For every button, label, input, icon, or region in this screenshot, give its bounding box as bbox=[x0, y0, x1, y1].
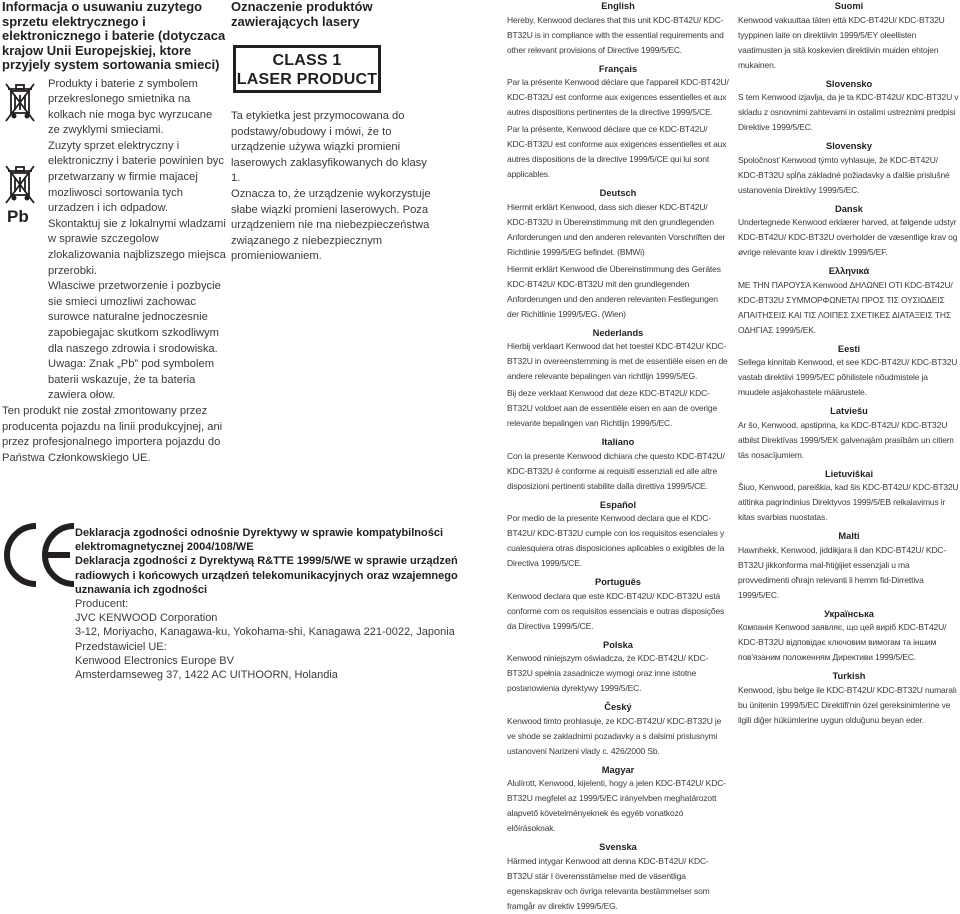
language-heading: Slovensky bbox=[826, 141, 872, 151]
language-heading: Turkish bbox=[832, 671, 866, 681]
language-declaration-text: Kenwood niniejszym oświadcza, że KDC-BT42U/ KDC-BT32U spełnia zasadnicze wymogi oraz inne istotne postanowienia dyrektywy 1999/5/EC. bbox=[507, 653, 709, 693]
language-declaration-text: Con la presente Kenwood dichiara che questo KDC-BT42U/ KDC-BT32U è conforme ai requisiti essenziali ed alle altre disposizioni pertinenti stabilite dalla direttiva 1999/5/CE. bbox=[507, 450, 725, 491]
producer-name: JVC KENWOOD Corporation bbox=[75, 612, 218, 625]
language-declaration-text: Par la présente Kenwood déclare que l'appareil KDC-BT42U/ KDC-BT32U est conforme aux exigences essentielles et aux autres dispositions pertinentes de la directive 1999/5/CE. bbox=[507, 77, 729, 117]
laser-label-line2: LASER PRODUCT bbox=[236, 71, 378, 88]
disposal-para-2: Zuzyty sprzet elektryczny i elektroniczny i baterie powinien byc przetwarzany w firmie majacej mozliwosci sortowania tych urzadzen i ich odpadow. bbox=[48, 139, 224, 215]
declaration-emc: Deklaracja zgodności odnośnie Dyrektywy w sprawie kompatybilności elektromagnetycznej 2004/108/WE bbox=[75, 527, 444, 554]
language-declaration-text: Undertegnede Kenwood erklærer harved, at følgende udstyr KDC-BT42U/ KDC-BT32U overholder de væsentlige krav og øvrige relevante krav i direktiv 1999/5/EF. bbox=[738, 217, 958, 257]
language-heading: Český bbox=[604, 702, 632, 712]
language-declaration-text: Por medio de la presente Kenwood declara que el KDC-BT42U/ KDC-BT32U cumple con los requisitos esenciales y cualesquiera otras disposiciones aplicables o exigibles de la Directiva 1999/5/CE. bbox=[507, 513, 725, 568]
disposal-section bbox=[2, 0, 227, 404]
laser-section bbox=[231, 0, 431, 265]
laser-para-1: Ta etykietka jest przymocowana do podstawy/obudowy i mówi, że to urządzenie używa wiązki promieni laserowych zaklasyfikowanych do klasy 1. bbox=[231, 110, 427, 185]
language-declaration-text: Spoločnosť Kenwood týmto vyhlasuje, že KDC-BT42U/ KDC-BT32U spĺňa základné požiadavky a ďalšie prislušné ustanovenia Direktívy 1999/5/EC. bbox=[738, 154, 950, 195]
disposal-row-bin bbox=[2, 77, 227, 139]
eu-rep-name: Kenwood Electronics Europe BV bbox=[75, 654, 234, 667]
language-declaration-text: Kenwood timto prohlasuje, ze KDC-BT42U/ KDC-BT32U je ve shode se zakladnimi pozadavky a s dalsimi prislusnymi ustanoveni Narizeni vlady c. 426/2000 Sb. bbox=[507, 715, 722, 756]
language-heading: Português bbox=[595, 577, 641, 587]
disposal-title: Informacja o usuwaniu zuzytego sprzetu elektrycznego i elektronicznego i baterie (dotyczaca krajow Unii Europejskiej, ktore przyjely system sortowania smieci) bbox=[2, 0, 226, 72]
language-declaration-text: Компанія Kenwood заявляє, що цей виріб KDC-BT42U/ KDC-BT32U відповідає ключовим вимогам та іншим пов'язаним положенням Директиви 1999/5/EC. bbox=[738, 622, 947, 662]
producer-address: 3-12, Moriyacho, Kanagawa-ku, Yokohama-shi, Kanagawa 221-0022, Japonia bbox=[75, 626, 455, 639]
laser-para-2: Oznacza to, że urządzenie wykorzystuje słabe wiązki promieni laserowych. Poza urządzeniem nie ma niebezpieczeństwa związanego z niebezpiecznym promieniowaniem. bbox=[231, 187, 431, 263]
language-heading: Deutsch bbox=[599, 188, 637, 198]
crossed-bin-icon-battery bbox=[2, 163, 38, 212]
language-heading: Italiano bbox=[601, 437, 635, 447]
language-heading: Nederlands bbox=[592, 327, 644, 338]
language-heading: Polska bbox=[603, 639, 633, 650]
language-declaration-text: Hiermit erklärt Kenwood, dass sich dieser KDC-BT42U/ KDC-BT32U in Übereinstimmung mit den grundlegenden Anforderungen und den anderen relevanten Vorschriften der Richtlinie 1999/5/EG befindet. (BMWi) bbox=[507, 201, 726, 257]
laser-title: Oznaczenie produktów zawierających lasery bbox=[231, 0, 373, 29]
language-heading: Malti bbox=[838, 531, 860, 541]
eu-rep-address: Amsterdamseweg 37, 1422 AC UITHOORN, Holandia bbox=[75, 669, 338, 682]
languages-column-1 bbox=[507, 0, 729, 914]
language-heading: Ελληνικά bbox=[828, 266, 870, 276]
pb-symbol-label: Pb bbox=[7, 206, 29, 226]
language-declaration-text: Hereby, Kenwood declares that this unit KDC-BT42U/ KDC-BT32U is in compliance with the essential requirements and other relevant provisions of Directive 1999/5/EC. bbox=[507, 14, 724, 55]
language-declaration-text: Ar šo, Kenwood, apstiprina, ka KDC-BT42U/ KDC-BT32U atbilst Direktīvas 1999/5/EK galvenajām prasībām un citiem tās nosacījumiem. bbox=[738, 419, 954, 460]
eu-rep-label: Przedstawiciel UE: bbox=[75, 640, 167, 653]
language-declaration-text: Kenwood, işbu belge ile KDC-BT42U/ KDC-BT32U numaralı bu ünitenin 1999/5/EC Direktifi'nin özel gereksinimlerine ve ilgili diğer hükümlerine uygun olduğunu beyan eder. bbox=[738, 684, 957, 725]
language-declaration-text: Šiuo, Kenwood, pareiškia, kad šis KDC-BT42U/ KDC-BT32U atitinka pagrindinius Direktyvos 1999/5/EB reikalavimus ir kitas svarbias nuostatas. bbox=[738, 482, 959, 522]
language-heading: Magyar bbox=[601, 764, 635, 775]
language-heading: English bbox=[601, 1, 635, 11]
language-declaration-text: S tem Kenwood izjavlja, da je ta KDC-BT42U/ KDC-BT32U v skladu z osnovnimi zahtevami in ostalimi ustreznimi predpisi Direktive 1999/5/EC. bbox=[738, 92, 959, 132]
language-heading: Українська bbox=[824, 608, 874, 619]
language-declaration-text: Hawnhekk, Kenwood, jiddikjara li dan KDC-BT42U/ KDC-BT32U jikkonforma mal-ħtiġijiet essenzjali u ma provvedimenti oħrajn relevanti li hemm fid-Dirrettiva 1999/5/EC. bbox=[738, 544, 947, 600]
language-declaration-text: Bij deze verklaat Kenwood dat deze KDC-BT42U/ KDC-BT32U voldoet aan de essentiële eisen en aan de overige relevante bepalingen van Richtlijn 1999/5/EC. bbox=[507, 388, 718, 428]
language-heading: Suomi bbox=[834, 1, 864, 11]
language-declaration-text: Alulírott, Kenwood, kijelenti, hogy a jelen KDC-BT42U/ KDC-BT32U megfelel az 1999/5/EC irányelvben meghatározott alapvető követelményeknek és egyéb vonatkozó előírásoknak. bbox=[507, 778, 726, 833]
crossed-bin-icon bbox=[2, 81, 38, 130]
language-declaration-text: Härmed intygar Kenwood att denna KDC-BT42U/ KDC-BT32U stär I överensstämelse med de väsentliga egenskapskrav och övriga relevanta bestämmelser som framgår av direktiv 1999/5/EG. bbox=[507, 855, 710, 911]
declaration-section bbox=[75, 526, 505, 682]
language-declaration-text: Kenwood vakuuttaa täten että KDC-BT42U/ KDC-BT32U tyyppinen laite on direktiivin 1999/5/EY oleellisten vaatimusten ja sitä koskevien direktiivin muiden ehtojen mukainen. bbox=[738, 14, 945, 70]
declaration-rtte: Deklaracja zgodności z Dyrektywą R&TTE 1999/5/WE w sprawie urządzeń radiowych i końcowych urządzeń telekomunikacyjnych oraz wzajemnego uznawania ich zgodności bbox=[75, 555, 458, 596]
disposal-row-bin2 bbox=[2, 139, 227, 226]
producer-label: Producent: bbox=[75, 598, 129, 611]
disposal-para-1: Produkty i baterie z symbolem przekreslonego smietnika na kolkach nie moga byc wyrzucane ze zwyklymi smieciami. bbox=[48, 77, 213, 137]
language-heading: Lietuviškai bbox=[824, 468, 874, 479]
language-heading: Français bbox=[598, 63, 638, 74]
disposal-para-5: Uwaga: Znak „Pb” pod symbolem baterii wskazuje, że ta bateria zawiera ołow. bbox=[48, 358, 215, 402]
ce-mark-icon bbox=[2, 520, 82, 590]
laser-label-line1: CLASS 1 bbox=[272, 52, 342, 69]
language-heading: Español bbox=[599, 499, 637, 510]
assembly-footnote: Ten produkt nie został zmontowany przez producenta pojazdu na linii produkcyjnej, ani przez profesjonalnego importera pojazdu do Państwa Członkowskiego UE. bbox=[2, 405, 223, 464]
language-declaration-text: ΜΕ ΤΗΝ ΠΑΡΟΥΣΑ Kenwood ΔΗΛΩΝΕΙ ΟΤΙ KDC-BT42U/ KDC-BT32U ΣΥΜΜΟΡΦΩΝΕΤΑΙ ΠΡΟΣ ΤΙΣ ΟΥΣΙΩΔΕΙΣ ΑΠΑΙΤΗΣΕΙΣ ΚΑΙ ΤΙΣ ΛΟΙΠΕΣ ΣΧΕΤΙΚΕΣ ΔΙΑΤΑΞΕΙΣ ΤΗΣ ΟΔΗΓΙΑΣ 1999/5/ΕΚ. bbox=[738, 279, 953, 335]
language-declaration-text: Hierbij verklaart Kenwood dat het toestel KDC-BT42U/ KDC-BT32U in overeenstemming is met de essentiële eisen en de andere relevante bepalingen van richtlijn 1999/5/EG. bbox=[507, 341, 728, 381]
language-heading: Latviešu bbox=[830, 406, 868, 416]
disposal-para-4: Wlasciwe przetworzenie i pozbycie sie smieci umozliwi zachowac surowce naturalne jednoczesnie zapobiegajac skutkom szkodliwym dla naszego zdrowia i srodowiska. bbox=[48, 280, 221, 355]
language-declaration-text: Sellega kinnitab Kenwood, et see KDC-BT42U/ KDC-BT32U vastab direktiivi 1999/5/EC põhilistele nõudmistele ja muudele asjakohastele määrustele. bbox=[738, 357, 958, 397]
language-heading: Svenska bbox=[599, 842, 637, 852]
language-heading: Dansk bbox=[835, 203, 863, 214]
language-heading: Eesti bbox=[837, 343, 861, 354]
language-declaration-text: Par la présente, Kenwood déclare que ce KDC-BT42U/ KDC-BT32U est conforme aux exigences essentielles et aux autres dispositions de la directive 1999/5/CE qui lui sont applicables. bbox=[507, 124, 727, 179]
languages-column-2 bbox=[738, 0, 960, 728]
disposal-para-3: Skontaktuj sie z lokalnymi wladzami w sprawie szczegolow zlokalizowania najblizszego miejsca przerobki. bbox=[48, 217, 226, 277]
language-declaration-text: Hiermit erklärt Kenwood die Übereinstimmung des Gerätes KDC-BT42U/ KDC-BT32U mit den grundlegenden Anforderungen und den anderen relevanten Festlegungen der Richitlinie 1999/5/EG. (Wien) bbox=[507, 263, 721, 319]
language-heading: Slovensko bbox=[825, 78, 873, 89]
language-declaration-text: Kenwood declara que este KDC-BT42U/ KDC-BT32U está conforme com os requisitos essenciais e outras disposições da Directiva 1999/5/CE. bbox=[507, 590, 725, 631]
class1-laser-label bbox=[233, 45, 381, 93]
